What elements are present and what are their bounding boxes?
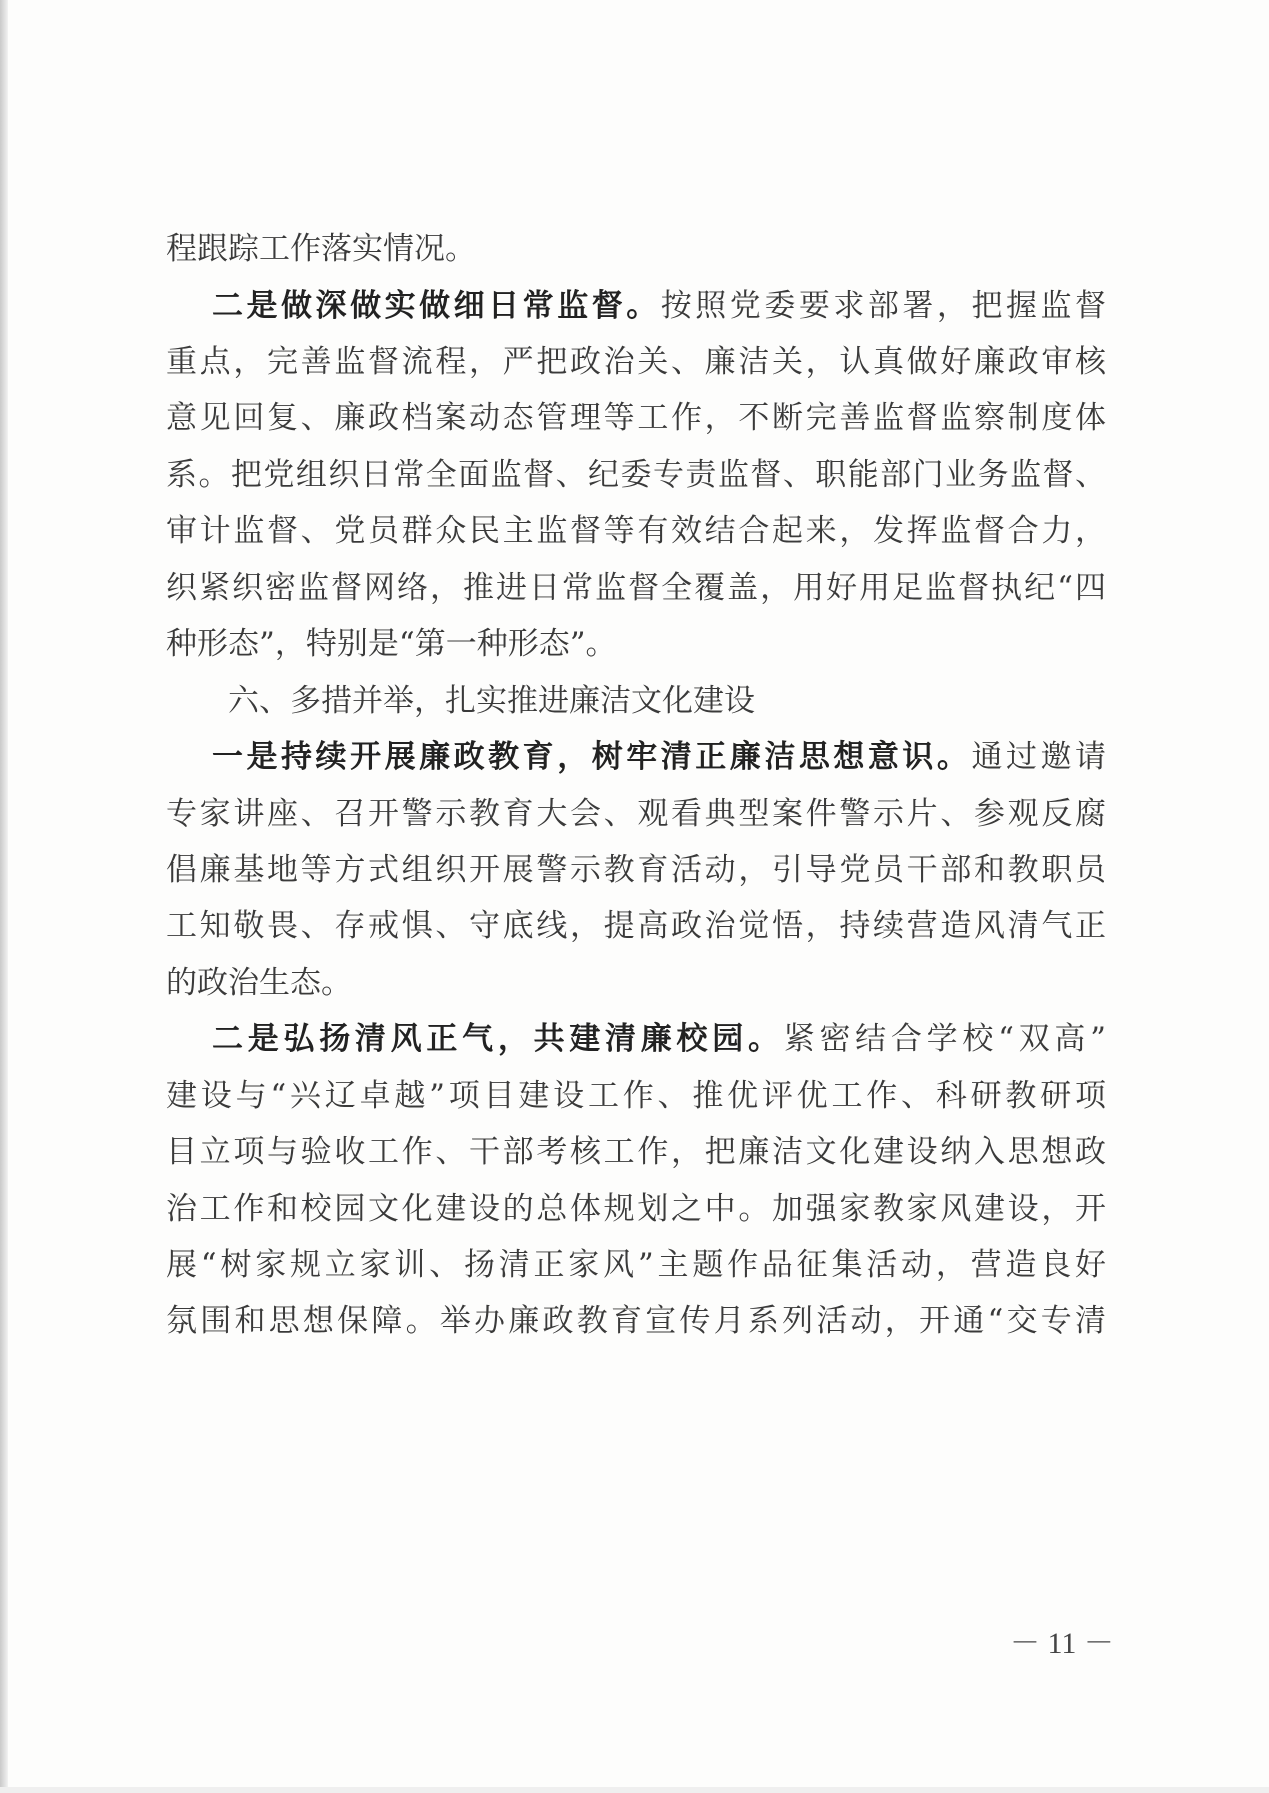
paragraph-lead-bold: 二是做深做实做细日常监督。 bbox=[212, 288, 661, 324]
body-line bbox=[166, 905, 1106, 947]
line-text: 紧密结合学校“双高” bbox=[783, 1021, 1107, 1057]
line-text: 建设与“兴辽卓越”项目建设工作、推优评优工作、科研教研项 bbox=[166, 1078, 1106, 1114]
body-line bbox=[166, 962, 352, 1004]
line-text: 通过邀请 bbox=[971, 739, 1106, 775]
body-line bbox=[166, 1244, 1106, 1286]
body-line bbox=[166, 1075, 1106, 1117]
body-line bbox=[166, 567, 1106, 609]
body-line bbox=[166, 510, 1106, 552]
line-text: 的政治生态。 bbox=[166, 965, 352, 1001]
line-text: 审计监督、党员群众民主监督等有效结合起来，发挥监督合力， bbox=[166, 513, 1106, 549]
body-line bbox=[212, 736, 1106, 778]
line-text: 按照党委要求部署，把握监督 bbox=[660, 288, 1107, 324]
body-line bbox=[166, 793, 1106, 835]
section-heading-text: 六、多措并举，扎实推进廉洁文化建设 bbox=[228, 683, 755, 719]
line-text: 倡廉基地等方式组织开展警示教育活动，引导党员干部和教职员 bbox=[166, 852, 1106, 888]
scan-left-edge bbox=[0, 0, 8, 1793]
line-text: 重点，完善监督流程，严把政治关、廉洁关，认真做好廉政审核 bbox=[166, 344, 1106, 380]
line-text: 目立项与验收工作、干部考核工作，把廉洁文化建设纳入思想政 bbox=[166, 1134, 1106, 1170]
line-text: 种形态”，特别是“第一种形态”。 bbox=[166, 626, 617, 662]
line-text: 系。把党组织日常全面监督、纪委专责监督、职能部门业务监督、 bbox=[166, 457, 1106, 493]
body-line bbox=[166, 1188, 1106, 1230]
scan-bottom-edge bbox=[0, 1787, 1269, 1793]
line-text: 展“树家规立家训、扬清正家风”主题作品征集活动，营造良好 bbox=[166, 1247, 1106, 1283]
section-heading bbox=[228, 680, 755, 722]
body-line bbox=[166, 623, 617, 665]
body-line bbox=[166, 849, 1106, 891]
body-line bbox=[166, 341, 1106, 383]
line-text: 治工作和校园文化建设的总体规划之中。加强家教家风建设，开 bbox=[166, 1191, 1106, 1227]
paragraph-lead-bold: 二是弘扬清风正气，共建清廉校园。 bbox=[212, 1021, 784, 1057]
body-line bbox=[166, 1300, 1106, 1342]
body-line bbox=[212, 285, 1106, 327]
line-text: 意见回复、廉政档案动态管理等工作，不断完善监督监察制度体 bbox=[166, 400, 1106, 436]
line-text: 专家讲座、召开警示教育大会、观看典型案件警示片、参观反腐 bbox=[166, 796, 1106, 832]
body-line bbox=[166, 454, 1106, 496]
page-number: － 11 － bbox=[1010, 1627, 1114, 1660]
line-text: 程跟踪工作落实情况。 bbox=[166, 231, 476, 267]
body-line bbox=[166, 1131, 1106, 1173]
line-text: 织紧织密监督网络，推进日常监督全覆盖，用好用足监督执纪“四 bbox=[166, 570, 1106, 606]
paragraph-lead-bold: 一是持续开展廉政教育，树牢清正廉洁思想意识。 bbox=[212, 739, 972, 775]
body-line bbox=[166, 228, 476, 270]
line-text: 工知敬畏、存戒惧、守底线，提高政治觉悟，持续营造风清气正 bbox=[166, 908, 1106, 944]
body-line bbox=[212, 1018, 1106, 1060]
body-line bbox=[166, 397, 1106, 439]
line-text: 氛围和思想保障。举办廉政教育宣传月系列活动，开通“交专清 bbox=[166, 1303, 1106, 1339]
